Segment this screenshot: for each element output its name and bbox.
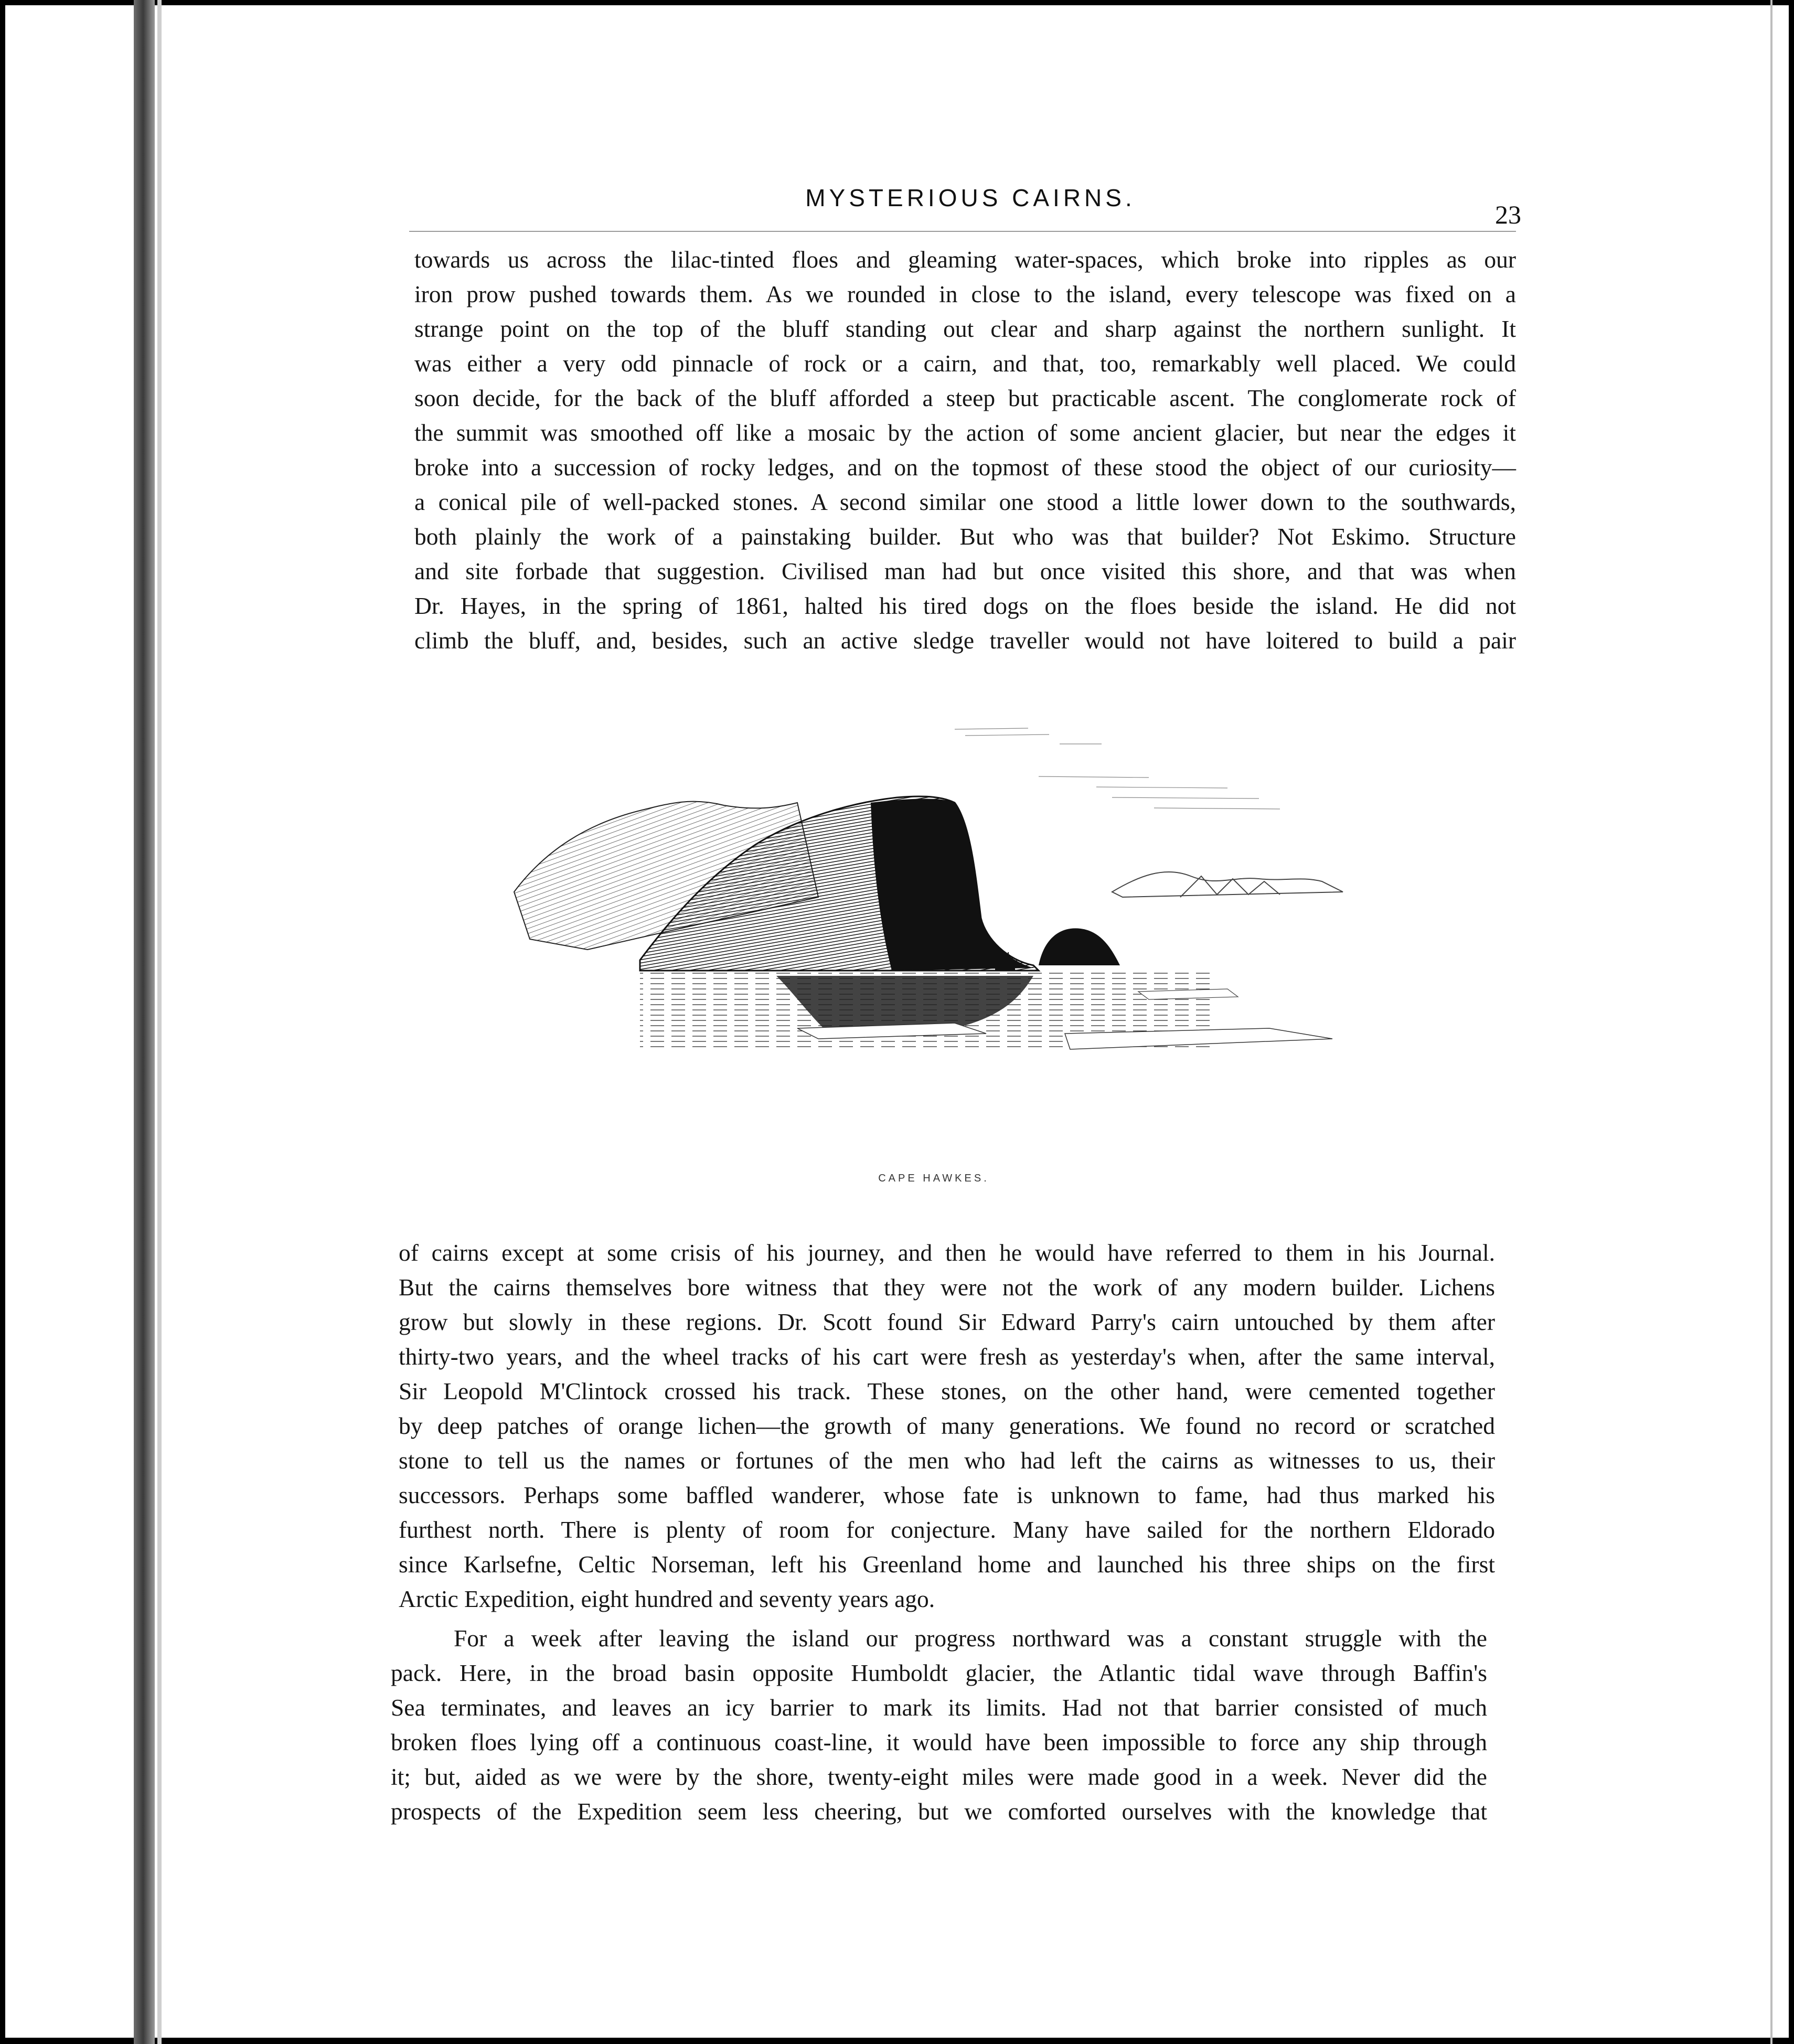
text-line: Sea terminates, and leaves an icy barrier to mark its limits. Had not that barrier consisted of much	[391, 1694, 1487, 1721]
small-islet	[1039, 928, 1120, 965]
text-line: For a week after leaving the island our progress northward was a constant struggle with the	[454, 1625, 1487, 1652]
text-line: was either a very odd pinnacle of rock or a cairn, and that, too, remarkably well placed. We could	[414, 350, 1516, 377]
text-line: Sir Leopold M'Clintock crossed his track. These stones, on the other hand, were cemented together	[399, 1378, 1495, 1404]
paragraph-top	[414, 242, 1516, 658]
text-line: since Karlsefne, Celtic Norseman, left his Greenland home and launched his three ships on the first	[399, 1551, 1495, 1578]
scan-margin-edge	[157, 0, 162, 2044]
text-line: broke into a succession of rocky ledges, and on the topmost of these stood the object of our curiosity—	[414, 454, 1516, 481]
text-line: furthest north. There is plenty of room for conjecture. Many have sailed for the northern Eldorado	[399, 1516, 1495, 1543]
text-line: prospects of the Expedition seem less cheering, but we comforted ourselves with the knowledge that	[391, 1798, 1487, 1825]
text-line: towards us across the lilac-tinted floes and gleaming water-spaces, which broke into ripples as our	[414, 246, 1516, 273]
text-line: a conical pile of well-packed stones. A second similar one stood a little lower down to the southwards,	[414, 488, 1516, 515]
text-line: pack. Here, in the broad basin opposite Humboldt glacier, the Atlantic tidal wave through Baffin's	[391, 1659, 1487, 1686]
text-line: iron prow pushed towards them. As we rounded in close to the island, every telescope was fixed on a	[414, 281, 1516, 307]
header-rule	[409, 231, 1516, 232]
text-line: climb the bluff, and, besides, such an active sledge traveller would not have loitered to build a pair	[414, 627, 1516, 654]
text-line: thirty-two years, and the wheel tracks of his cart were fresh as yesterday's when, after the same interval,	[399, 1343, 1495, 1370]
scan-margin-shadow	[134, 0, 155, 2044]
text-line: Arctic Expedition, eight hundred and seventy years ago.	[399, 1585, 935, 1612]
text-line: stone to tell us the names or fortunes of the men who had left the cairns as witnesses to us, their	[399, 1447, 1495, 1474]
sky-hatching	[955, 728, 1280, 809]
figure-caption: CAPE HAWKES.	[878, 1173, 989, 1184]
paragraph-bottom	[391, 1621, 1487, 1829]
scan-right-edge	[1770, 0, 1772, 2044]
text-line: it; but, aided as we were by the shore, twenty-eight miles were made good in a week. Never did the	[391, 1763, 1487, 1790]
scan-border-left	[0, 0, 5, 2044]
text-line: Dr. Hayes, in the spring of 1861, halted his tired dogs on the floes beside the island. He did not	[414, 592, 1516, 619]
text-line: both plainly the work of a painstaking builder. But who was that builder? Not Eskimo. Structure	[414, 523, 1516, 550]
running-head: MYSTERIOUS CAIRNS.	[805, 184, 1136, 211]
scan-border-top	[0, 0, 1794, 5]
bluff-shadow	[871, 799, 1033, 971]
text-line: of cairns except at some crisis of his journey, and then he would have referred to them in his Journal.	[399, 1239, 1495, 1266]
text-line: by deep patches of orange lichen—the growth of many generations. We found no record or scratched	[399, 1412, 1495, 1439]
text-line: But the cairns themselves bore witness that they were not the work of any modern builder. Lichens	[399, 1274, 1495, 1301]
cape-hawkes-engraving	[483, 719, 1401, 1117]
page-number: 23	[1495, 200, 1521, 229]
scan-border-right	[1789, 0, 1794, 2044]
scan-border-bottom	[0, 2038, 1794, 2044]
text-line: grow but slowly in these regions. Dr. Scott found Sir Edward Parry's cairn untouched by them after	[399, 1308, 1495, 1335]
text-line: the summit was smoothed off like a mosaic by the action of some ancient glacier, but near the edges it	[414, 419, 1516, 446]
text-line: broken floes lying off a continuous coast-line, it would have been impossible to force any ship through	[391, 1729, 1487, 1755]
text-line: and site forbade that suggestion. Civilised man had but once visited this shore, and that was when	[414, 558, 1516, 584]
paragraph-middle	[399, 1236, 1495, 1616]
text-line: successors. Perhaps some baffled wanderer, whose fate is unknown to fame, had thus marked his	[399, 1482, 1495, 1508]
text-line: soon decide, for the back of the bluff afforded a steep but practicable ascent. The conglomerate rock of	[414, 385, 1516, 411]
text-line: strange point on the top of the bluff standing out clear and sharp against the northern sunlight. It	[414, 315, 1516, 342]
